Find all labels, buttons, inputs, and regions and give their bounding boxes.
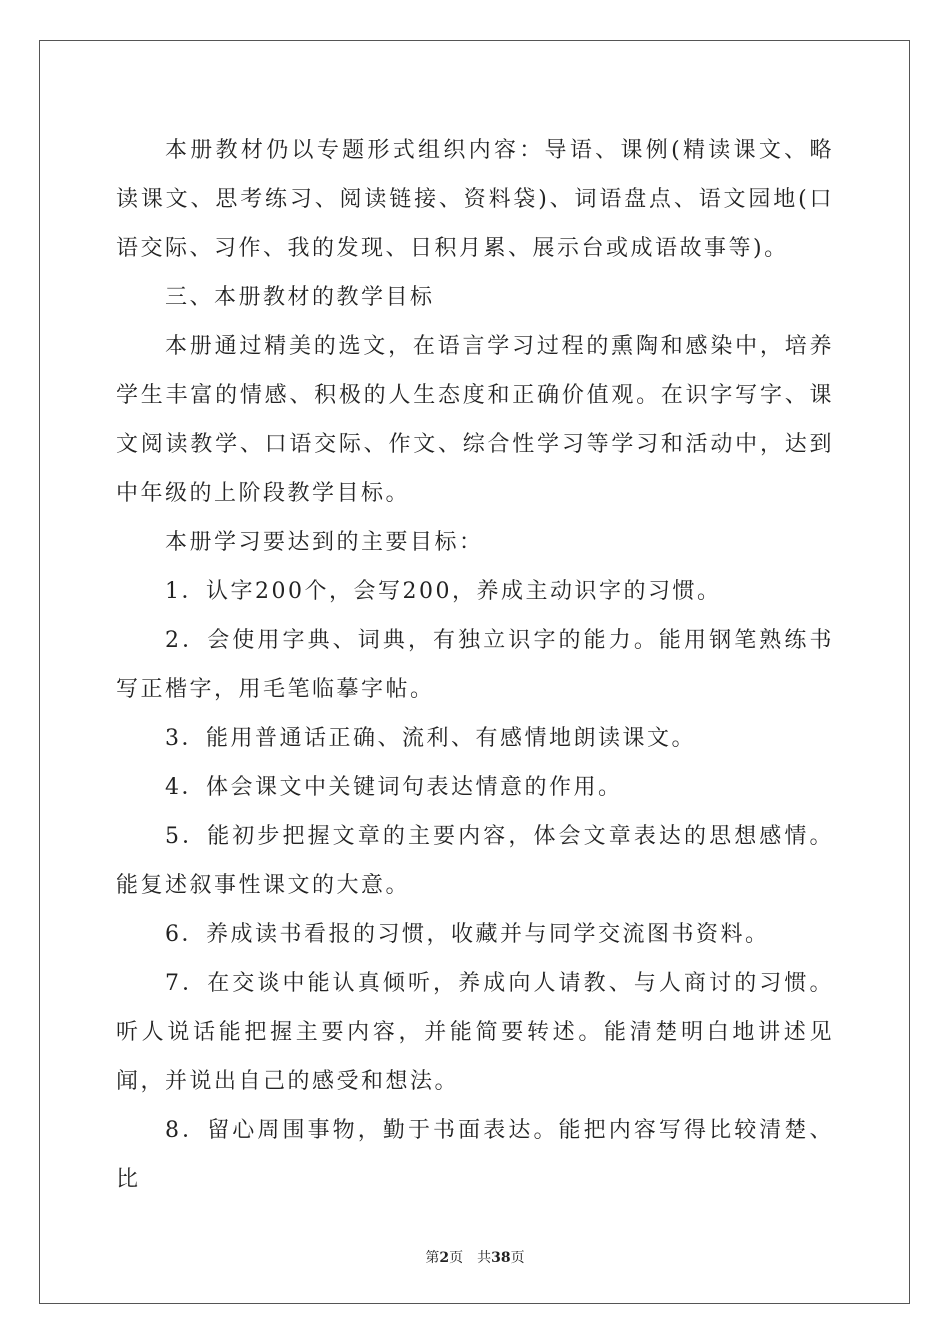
page-label-suffix: 页: [449, 1250, 464, 1266]
goal-item-2: 2．会使用字典、词典，有独立识字的能力。能用钢笔熟练书写正楷字，用毛笔临摹字帖。: [116, 628, 834, 702]
page-footer: [0, 1247, 950, 1267]
document-body: [116, 126, 834, 1204]
goal-item-6: 6．养成读书看报的习惯，收藏并与同学交流图书资料。: [165, 922, 770, 947]
section-heading-teaching-goals: 三、本册教材的教学目标: [165, 285, 435, 310]
total-label-suffix: 页: [510, 1250, 525, 1266]
goal-item-4: 4．体会课文中关键词句表达情意的作用。: [165, 775, 623, 800]
goal-item-3: 3．能用普通话正确、流利、有感情地朗读课文。: [165, 726, 696, 751]
page-label-prefix: 第: [425, 1250, 440, 1266]
total-page-count: 38: [491, 1250, 511, 1266]
goal-item-8: 8．留心周围事物，勤于书面表达。能把内容写得比较清楚、比: [116, 1118, 834, 1192]
paragraph-goals-overview: 本册通过精美的选文，在语言学习过程的熏陶和感染中，培养学生丰富的情感、积极的人生态度和正确价值观。在识字写字、课文阅读教学、口语交际、作文、综合性学习等学习和活动中，达到中年级的上阶段教学目标。: [116, 334, 834, 506]
paragraph-textbook-structure: 本册教材仍以专题形式组织内容：导语、课例(精读课文、略读课文、思考练习、阅读链接、资料袋)、词语盘点、语文园地(口语交际、习作、我的发现、日积月累、展示台或成语故事等)。: [116, 138, 834, 261]
goal-item-7: 7．在交谈中能认真倾听，养成向人请教、与人商讨的习惯。听人说话能把握主要内容，并能简要转述。能清楚明白地讲述见闻，并说出自己的感受和想法。: [116, 971, 834, 1094]
current-page-number: 2: [439, 1250, 450, 1266]
goal-item-5: 5．能初步把握文章的主要内容，体会文章表达的思想感情。能复述叙事性课文的大意。: [116, 824, 834, 898]
goal-item-1: 1．认字200个，会写200，养成主动识字的习惯。: [165, 579, 722, 604]
total-label-prefix: 共: [477, 1250, 492, 1266]
paragraph-main-goals-intro: 本册学习要达到的主要目标：: [165, 530, 484, 555]
